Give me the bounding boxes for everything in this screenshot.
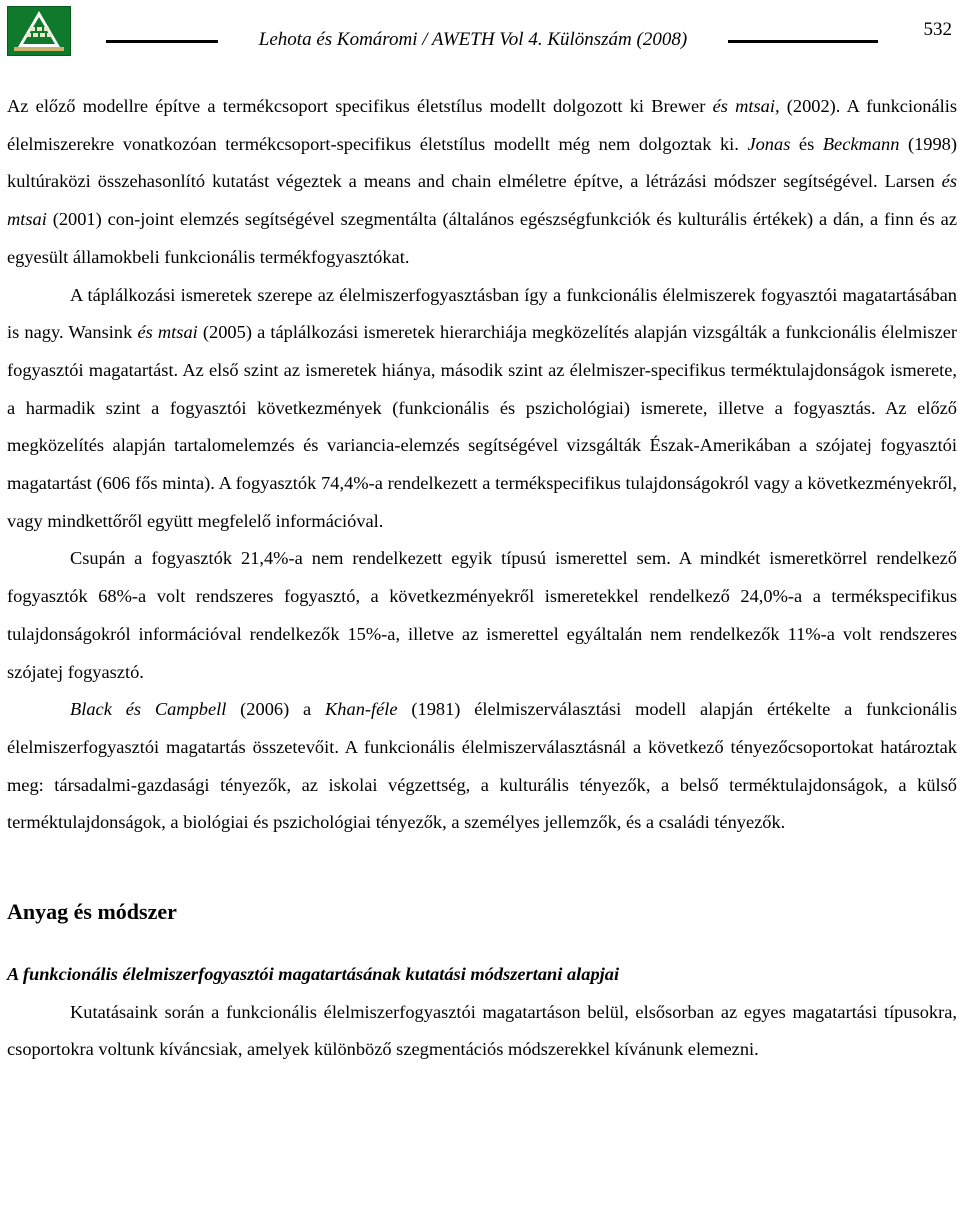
header-rule-right	[728, 40, 878, 43]
subsection-title: A funkcionális élelmiszerfogyasztói magatartásának kutatási módszertani alapjai	[7, 964, 620, 985]
running-head: Lehota és Komáromi / AWETH Vol 4. Különszám (2008)	[258, 29, 688, 50]
paragraph-3: Csupán a fogyasztók 21,4%-a nem rendelkezett egyik típusú ismerettel sem. A mindkét ismeretkörrel rendelkező fogyasztók 68%-a volt rendszeres fogyasztó, a következményekről ismeretekkel rendelkező 24,0%-a a termékspecifikus tulajdonságokról információval rendelkezők 15%-a, illetve az ismerettel egyáltalán nem rendelkezők 11%-a volt rendszeres szójatej fogyasztó.	[7, 548, 957, 682]
paragraph-1: Az előző modellre építve a termékcsoport specifikus életstílus modellt dolgozott ki Brewer és mtsai, (2002). A funkcionális élelmiszerekre vonatkozóan termékcsoport-specifikus életstílus modellt még nem dolgoztak ki. Jonas és Beckmann (1998) kultúraközi összehasonlító kutatást végeztek a means and chain elméletre építve, a létrázási módszer segítségével. Larsen és mtsai (2001) con-joint elemzés segítségével szegmentálta (általános egészségfunkciók és kulturális értékek) a dán, a finn és az egyesült államokbeli funkcionális termékfogyasztókat.	[7, 96, 957, 267]
logo-pyramid-icon	[8, 7, 70, 55]
paragraph-5: Kutatásaink során a funkcionális élelmiszerfogyasztói magatartáson belül, elsősorban az egyes magatartási típusokra, csoportokra voltunk kíváncsiak, amelyek különböző szegmentációs módszerekkel kívánunk elemezni.	[7, 1001, 957, 1060]
paragraph-2: A táplálkozási ismeretek szerepe az élelmiszerfogyasztásban így a funkcionális élelmiszerek fogyasztói magatartásában is nagy. Wansink és mtsai (2005) a táplálkozási ismeretek hierarchiája megközelítés alapján vizsgálták a funkcionális élelmiszer fogyasztói magatartást. Az első szint az ismeretek hiánya, második szint az élelmiszer-specifikus terméktulajdonságok ismerete, a harmadik szint a fogyasztói következmények (funkcionális és pszichológiai) ismerete, illetve a fogyasztás. Az előző megközelítés alapján tartalomelemzés és variancia-elemzés segítségével vizsgálták Észak-Amerikában a szójatej fogyasztói magatartást (606 fős minta). A fogyasztók 74,4%-a rendelkezett a termékspecifikus tulajdonságokról vagy a következményekről, vagy mindkettőről együtt megfelelő információval.	[7, 284, 957, 531]
paragraph-4: Black és Campbell (2006) a Khan-féle (1981) élelmiszerválasztási modell alapján értékelte a funkcionális élelmiszerfogyasztói magatartás összetevőit. A funkcionális élelmiszerválasztásnál a következő tényezőcsoportokat határoztak meg: társadalmi-gazdasági tényezők, az iskolai végzettség, a kulturális tényezők, a belső terméktulajdonságok, a külső terméktulajdonságok, a biológiai és pszichológiai tényezők, a személyes jellemzők, és a családi tényezők.	[7, 699, 957, 833]
page-number: 532	[923, 19, 952, 40]
page-header	[0, 0, 960, 70]
page-body	[7, 88, 957, 1069]
header-rule-left	[106, 40, 218, 43]
journal-logo	[7, 6, 71, 56]
section-title: Anyag és módszer	[7, 899, 177, 925]
